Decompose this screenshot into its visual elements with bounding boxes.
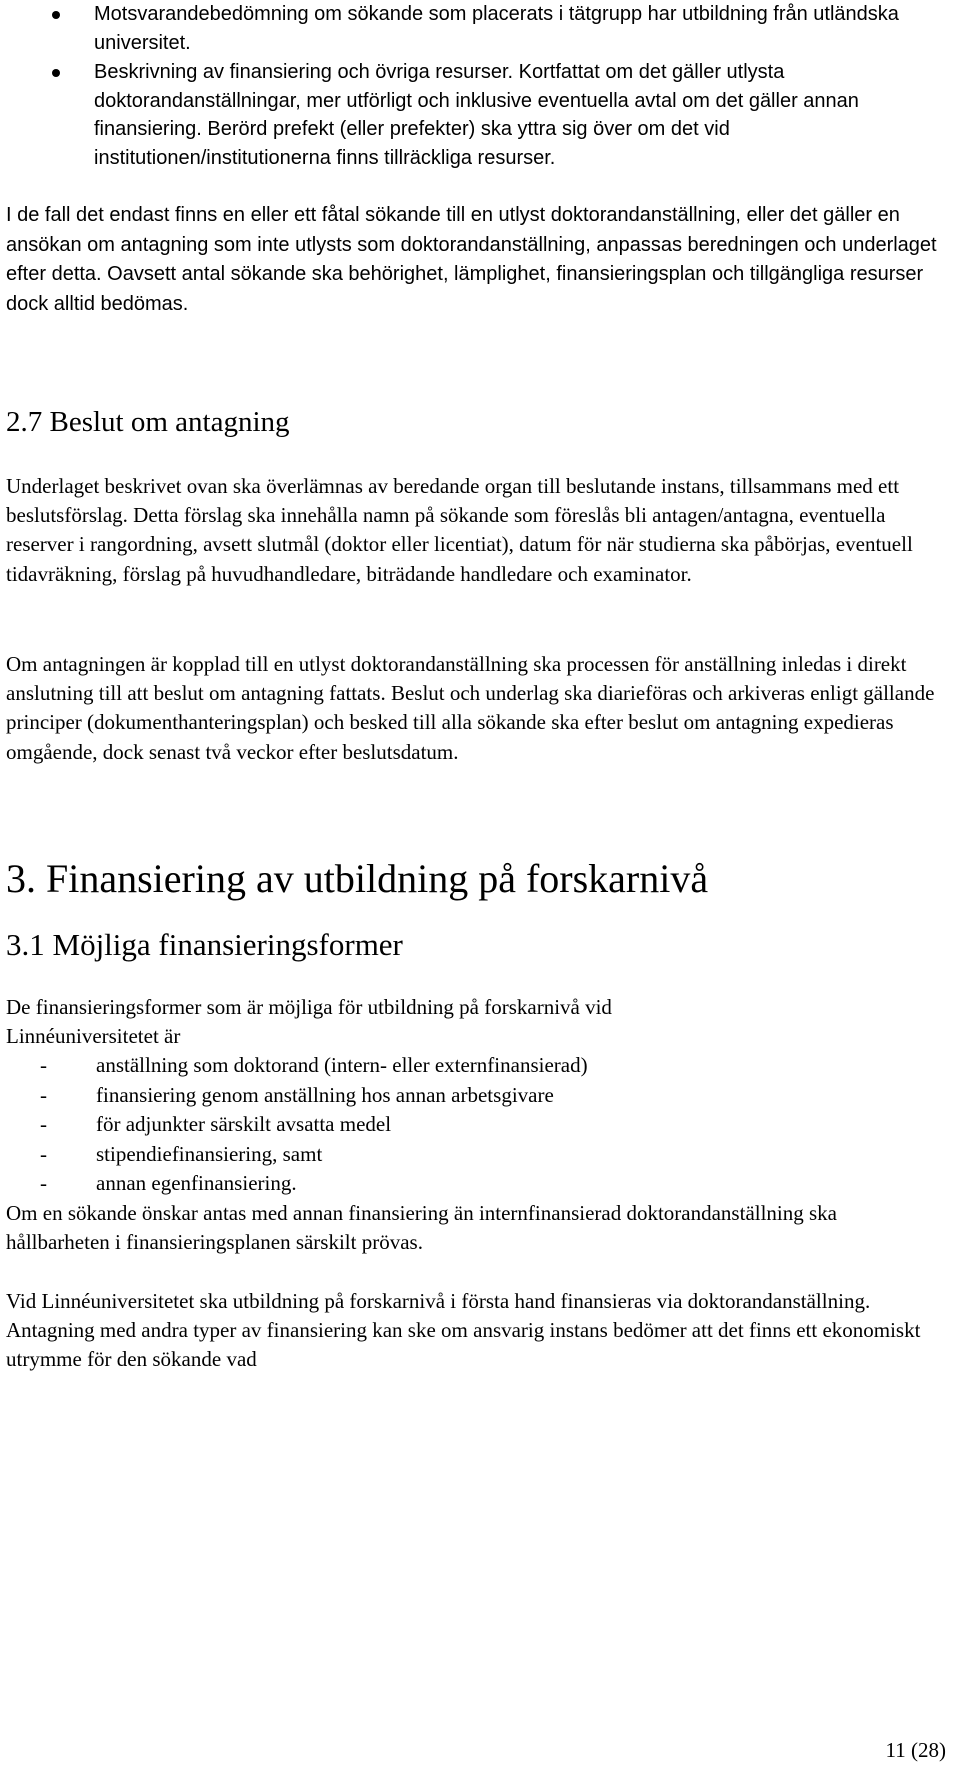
section-heading-2-7: 2.7 Beslut om antagning: [6, 406, 290, 438]
paragraph-other-financing: Om en sökande önskar antas med annan finansiering än internfinansierad doktorandanställning ska hållbarheten i finansieringsplanen särskilt prövas.: [6, 1201, 838, 1255]
list-item: [40, 1140, 920, 1170]
paragraph-primary-financing: Vid Linnéuniversitetet ska utbildning på forskarnivå i första hand finansieras via doktorandanställning. Antagning med andra typer av finansiering kan ske om ansvarig instans bedömer att det finns ett ekonomiskt utrymme för den sökande vad: [6, 1289, 921, 1372]
dash-marker: -: [40, 1112, 47, 1136]
list-item: [40, 1169, 920, 1199]
bullet-item: [52, 0, 932, 57]
dash-marker: -: [40, 1171, 47, 1195]
paragraph-few-applicants: I de fall det endast finns en eller ett fåtal sökande till en utlyst doktorandanställning, eller det gäller en ansökan om antagning som inte utlysts som doktorandanställning, anpassas beredningen och underlaget efter detta. Oavsett antal sökande ska behörighet, lämplighet, finansieringsplan och tillgängliga resurser dock alltid bedömas.: [6, 204, 937, 315]
bullet-item: [52, 58, 932, 172]
list-item: [40, 1051, 920, 1081]
subsection-heading-3-1: 3.1 Möjliga finansieringsformer: [6, 927, 403, 962]
bullet-text: Beskrivning av finansiering och övriga resurser. Kortfattat om det gäller utlysta doktorandanställningar, mer utförligt och inklusive eventuella avtal om det gäller annan finansiering. Berörd prefekt (eller prefekter) ska yttra sig över om det vid institutionen/institutionerna finns tillräckliga resurser.: [94, 61, 859, 169]
list-item-text: annan egenfinansiering.: [96, 1171, 297, 1195]
paragraph-employment-process: Om antagningen är kopplad till en utlyst doktorandanställning ska processen för anställning inledas i direkt anslutning till att beslut om antagning fattats. Beslut och underlag ska diarieföras och arkiveras enligt gällande principer (dokumenthanteringsplan) och besked till alla sökande ska efter beslut om antagning expedieras omgående, dock senast två veckor efter beslutsdatum.: [6, 652, 935, 764]
financing-forms-list: [40, 1051, 920, 1199]
list-item: [40, 1110, 920, 1140]
bullet-text: Motsvarandebedömning om sökande som placerats i tätgrupp har utbildning från utländska universitet.: [94, 3, 899, 54]
list-item-text: stipendiefinansiering, samt: [96, 1141, 323, 1166]
list-item-text: finansiering genom anställning hos annan arbetsgivare: [96, 1082, 554, 1107]
dash-marker: -: [40, 1053, 47, 1077]
list-item-text: för adjunkter särskilt avsatta medel: [96, 1112, 392, 1136]
paragraph-decision-basis: Underlaget beskrivet ovan ska överlämnas av beredande organ till beslutande instans, tillsammans med ett beslutsförslag. Detta förslag ska innehålla namn på sökande som föreslås bli antagen/antagna, eventuella reserver i rangordning, avsett slutmål (doktor eller licentiat), datum för när studierna ska påbörjas, eventuell tidavräkning, förslag på huvudhandledare, biträdande handledare och examinator.: [6, 474, 913, 586]
page-number: 11 (28): [885, 1738, 946, 1762]
list-item-text: anställning som doktorand (intern- eller externfinansierad): [96, 1053, 588, 1077]
bullet-icon: [52, 69, 60, 77]
list-item: [40, 1081, 920, 1111]
dash-marker: -: [40, 1082, 47, 1107]
bullet-icon: [52, 11, 60, 19]
bullet-list: [52, 0, 932, 172]
paragraph-financing-intro: De finansieringsformer som är möjliga för utbildning på forskarnivå vid Linnéuniversitetet är: [6, 995, 612, 1049]
section-heading-3: 3. Finansiering av utbildning på forskarnivå: [6, 856, 709, 901]
dash-marker: -: [40, 1141, 47, 1166]
